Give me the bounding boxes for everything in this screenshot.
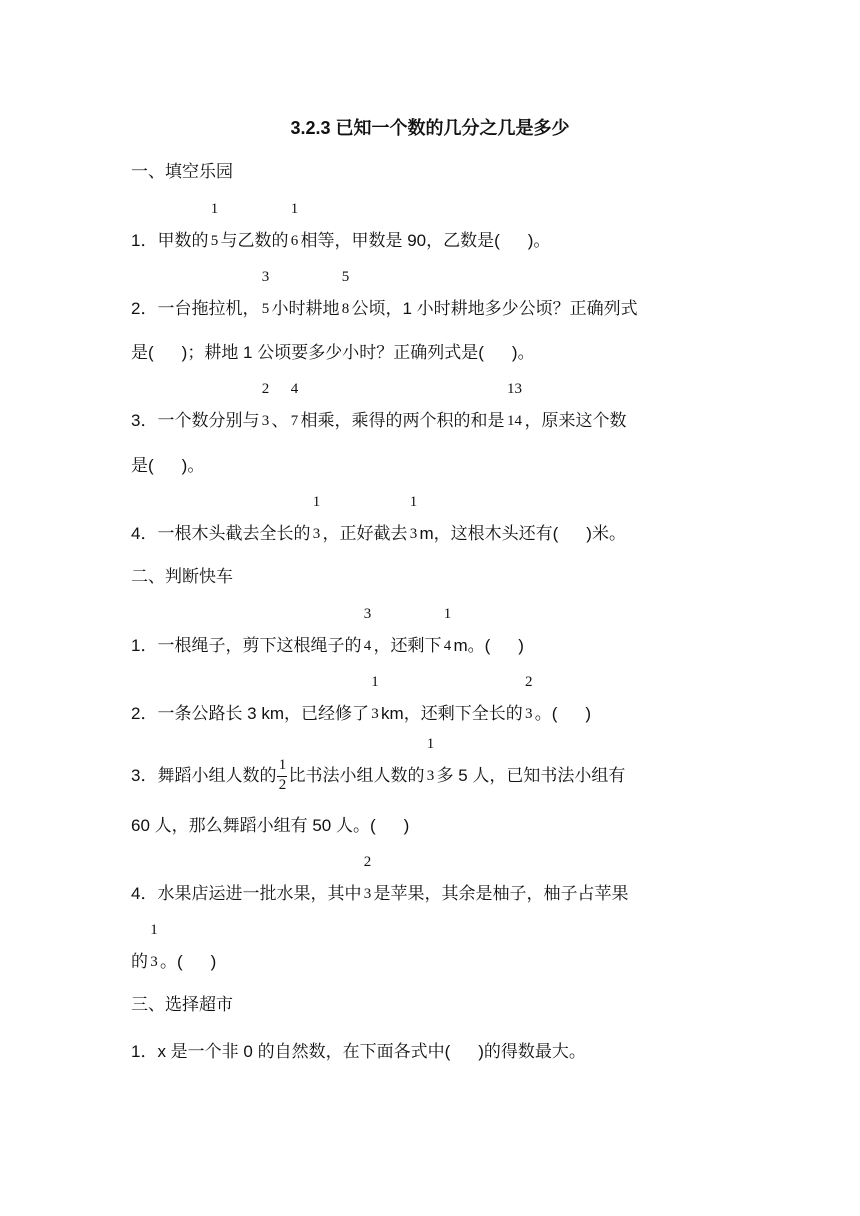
fraction: 2 3	[524, 674, 533, 722]
section-heading-multiple-choice: 三、选择超市	[131, 995, 233, 1014]
question-1-3-line2: 是( )。	[131, 456, 205, 475]
question-1-3: 3．一个数分别与 2 3 、 4 7 相乘，乘得的两个积的和是 13 14 ，原来这个数	[131, 406, 731, 436]
question-2-4: 4．水果店运进一批水果，其中 2 3 是苹果，其余是柚子，柚子占苹果	[131, 879, 731, 909]
question-2-1: 1．一根绳子，剪下这根绳子的 3 4 ，还剩下 1 4 m。( )	[131, 631, 731, 661]
question-2-3: 3．舞蹈小组人数的 $\frac{1}{2}$ 比书法小组人数的 1 3 多 5 人，已知书法小组有	[131, 736, 626, 793]
section-heading-fill-in: 一、填空乐园	[131, 162, 233, 181]
question-2-3-line2: 60 人，那么舞蹈小组有 50 人。( )	[131, 816, 410, 835]
fraction: 1 4	[443, 606, 452, 654]
fraction: 1 5	[210, 201, 219, 249]
question-1-2-line2: 是( )；耕地 1 公顷要多少小时？正确列式是( )。	[131, 343, 535, 362]
fraction: 1 3	[426, 736, 435, 784]
fraction: $\frac{1}{2}$	[278, 757, 287, 793]
question-2-2: 2．一条公路长 3 km，已经修了 1 3 km，还剩下全长的 2 3 。( )	[131, 699, 731, 729]
question-1-1: 1．甲数的 1 5 与乙数的 1 6 相等，甲数是 90，乙数是( )。	[131, 226, 731, 256]
fraction: 5 8	[341, 269, 350, 317]
fraction: 4 7	[290, 381, 299, 429]
fraction: 2 3	[261, 381, 270, 429]
fraction: 1 3	[150, 922, 158, 970]
fraction: 1 3	[312, 494, 321, 542]
question-1-4: 4．一根木头截去全长的 1 3 ，正好截去 1 3 m，这根木头还有( )米。	[131, 519, 731, 549]
fraction: 2 3	[363, 854, 372, 902]
page-title: 3.2.3 已知一个数的几分之几是多少	[290, 118, 570, 138]
fraction: 3 4	[363, 606, 372, 654]
question-2-4-line2: 的 1 3 。( )	[131, 947, 731, 977]
fraction: 1 6	[290, 201, 299, 249]
question-1-2: 2．一台拖拉机， 3 5 小时耕地 5 8 公顷，1 小时耕地多少公顷？正确列式	[131, 294, 731, 324]
fraction: 13 14	[506, 381, 522, 429]
fraction: 3 5	[261, 269, 270, 317]
fraction: 1 3	[371, 674, 379, 722]
fraction: 1 3	[409, 494, 418, 542]
question-3-1: 1．x 是一个非 0 的自然数，在下面各式中( )的得数最大。	[131, 1042, 586, 1061]
section-heading-true-false: 二、判断快车	[131, 567, 233, 586]
